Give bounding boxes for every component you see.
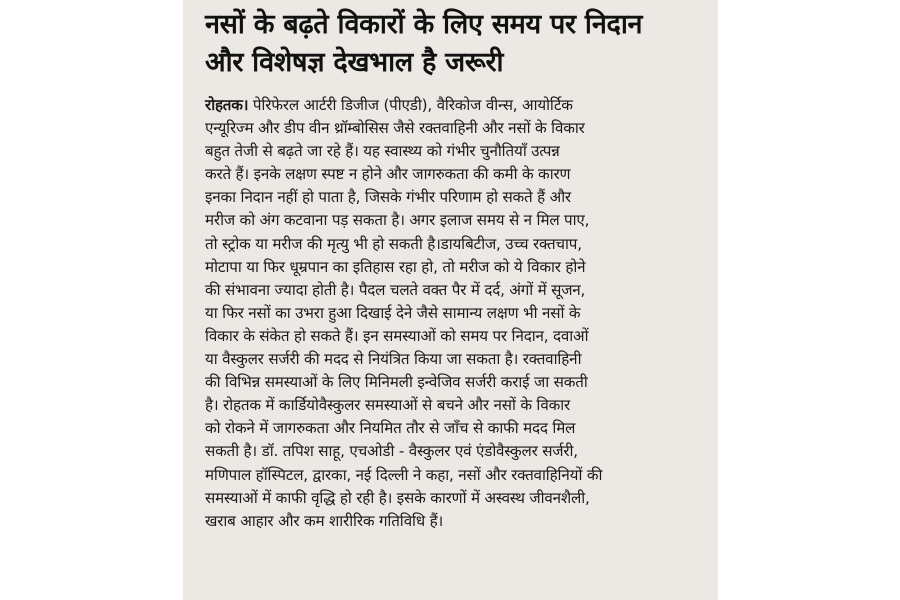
body-line: मोटापा या फिर धूम्रपान का इतिहास रहा हो, तो मरीज को ये विकार होने [205,257,586,276]
body-line: तो स्ट्रोक या मरीज की मृत्यु भी हो सकती है।डायबिटीज, उच्च रक्तचाप, [205,234,582,253]
first-line-text: पेरिफेरल आर्टरी डिजीज (पीएडी), वैरिकोज वीन्स, आयोर्टिक [248,96,573,114]
headline [205,6,704,82]
body-line: समस्याओं में काफी वृद्धि हो रही है। इसके कारणों में अस्वस्थ जीवनशैली, [205,488,590,507]
article-body [205,94,704,533]
body-line: एन्यूरिज्म और डीप वीन थ्रॉम्बोसिस जैसे रक्तवाहिनी और नसों के विकार [205,119,585,138]
body-line: इनका निदान नहीं हो पाता है, जिसके गंभीर परिणाम हो सकते हैं और [205,188,571,207]
body-line: मणिपाल हॉस्पिटल, द्वारका, नई दिल्ली ने कहा, नसों और रक्तवाहिनियों की [205,465,603,484]
body-line: विकार के संकेत हो सकते हैं। इन समस्याओं को समय पर निदान, दवाओं [205,326,589,345]
body-line: या वैस्कुलर सर्जरी की मदद से नियंत्रित किया जा सकता है। रक्तवाहिनी [205,350,582,369]
body-line: बहुत तेजी से बढ़ते जा रहे हैं। यह स्वास्थ्य को गंभीर चुनौतियाँ उत्पन्न [205,142,560,161]
body-line: करते हैं। इनके लक्षण स्पष्ट न होने और जागरुकता की कमी के कारण [205,165,571,184]
body-line: की संभावना ज्यादा होती है। पैदल चलते वक्त पैर में दर्द, अंगों में सूजन, [205,280,586,299]
body-line: है। रोहतक में कार्डियोवैस्कुलर समस्याओं से बचने और नसों के विकार [205,396,570,415]
body-line: सकती है। डॉ. तपिश साहू, एचओडी - वैस्कुलर एवं एंडोवैस्कुलर सर्जरी, [205,442,578,461]
body-line: या फिर नसों का उभरा हुआ दिखाई देने जैसे सामान्य लक्षण भी नसों के [205,303,581,322]
body-line: की विभिन्न समस्याओं के लिए मिनिमली इन्वेजिव सर्जरी कराई जा सकती [205,373,588,392]
headline-line-2: और विशेषज्ञ देखभाल है जरूरी [205,47,504,78]
body-line: को रोकने में जागरुकता और नियमित तौर से जाँच से काफी मदद मिल [205,419,576,438]
newspaper-clipping [183,0,718,600]
dateline: रोहतक। [205,96,249,114]
body-line: मरीज को अंग कटवाना पड़ सकता है। अगर इलाज समय से न मिल पाए, [205,211,590,230]
body-line: खराब आहार और कम शारीरिक गतिविधि हैं। [205,511,444,530]
body-line-first [205,94,704,117]
headline-line-1: नसों के बढ़ते विकारों के लिए समय पर निदान [205,9,643,40]
